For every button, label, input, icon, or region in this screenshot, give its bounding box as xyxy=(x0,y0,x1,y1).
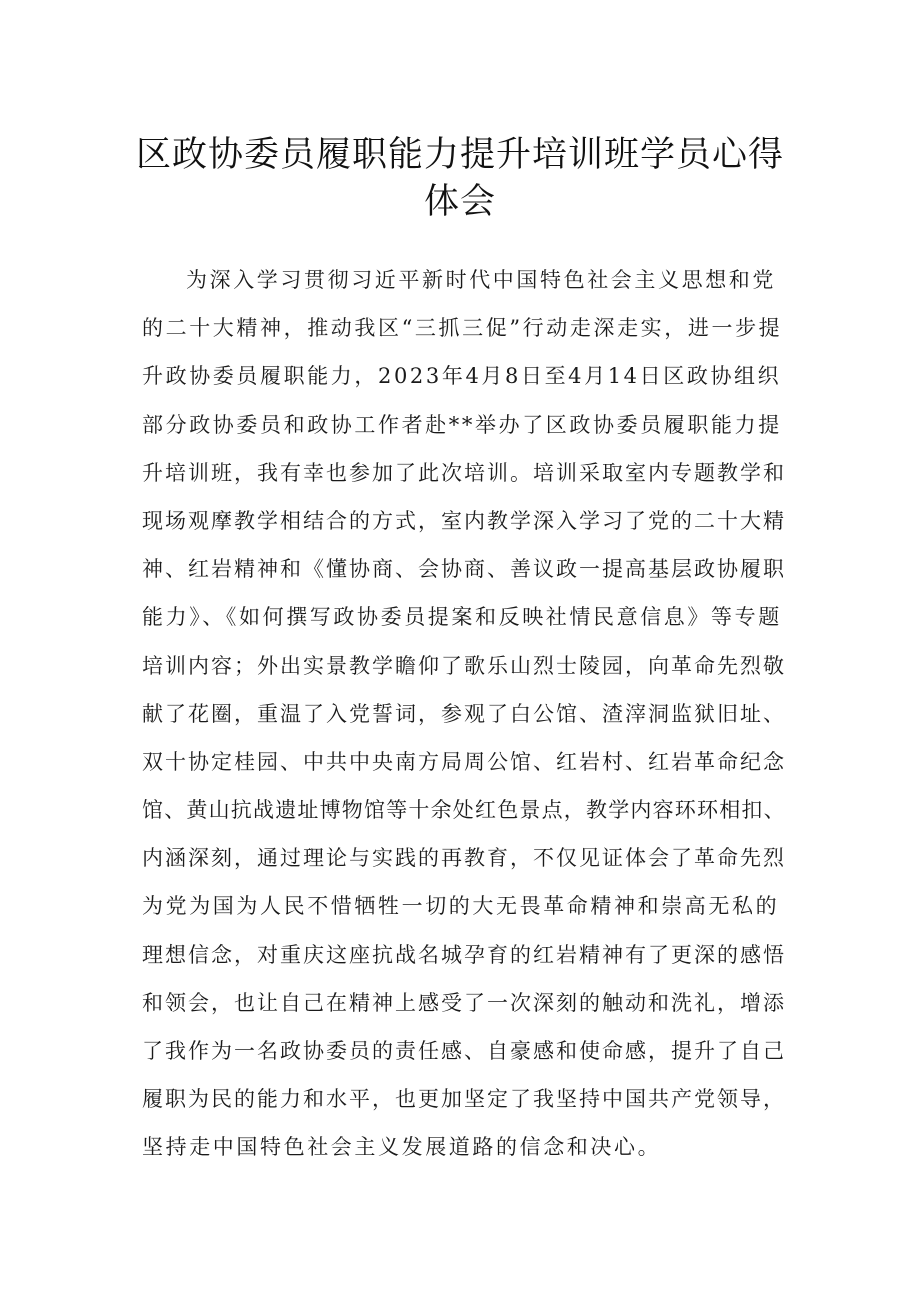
paragraph-line: 现场观摩教学相结合的方式，室内教学深入学习了党的二十大精 xyxy=(142,508,786,533)
paragraph-line: 双十协定桂园、中共中央南方局周公馆、红岩村、红岩革命纪念 xyxy=(142,749,786,774)
paragraph-line: 理想信念，对重庆这座抗战名城孕育的红岩精神有了更深的感悟 xyxy=(142,942,786,967)
paragraph-line: 升政协委员履职能力，2023年4月8日至4月14日区政协组织 xyxy=(142,364,782,389)
paragraph-line: 部分政协委员和政协工作者赴**举办了区政协委员履职能力提 xyxy=(142,412,782,437)
paragraph-line: 能力》、《如何撰写政协委员提案和反映社情民意信息》等专题 xyxy=(142,605,782,630)
paragraph-line: 和领会，也让自己在精神上感受了一次深刻的触动和洗礼，增添 xyxy=(142,990,786,1015)
paragraph-line: 的二十大精神，推动我区“三抓三促”行动走深走实，进一步提 xyxy=(142,316,783,341)
body-paragraph xyxy=(142,256,788,1172)
paragraph-line: 为深入学习贯彻习近平新时代中国特色社会主义思想和党 xyxy=(186,268,776,292)
paragraph-line: 升培训班，我有幸也参加了此次培训。培训采取室内专题教学和 xyxy=(142,460,786,485)
title-line: 体会 xyxy=(423,182,496,222)
document-title xyxy=(0,132,920,226)
paragraph-line: 馆、黄山抗战遗址博物馆等十余处红色景点，教学内容环环相扣、 xyxy=(142,798,786,823)
paragraph-line: 献了花圈，重温了入党誓词，参观了白公馆、渣滓洞监狱旧址、 xyxy=(142,701,786,726)
paragraph-line: 履职为民的能力和水平，也更加坚定了我坚持中国共产党领导， xyxy=(142,1087,786,1112)
paragraph-line: 神、红岩精神和《懂协商、会协商、善议政一提高基层政协履职 xyxy=(142,557,786,582)
paragraph-line: 了我作为一名政协委员的责任感、自豪感和使命感，提升了自己 xyxy=(142,1039,786,1063)
title-line: 区政协委员履职能力提升培训班学员心得 xyxy=(135,135,784,175)
paragraph-line: 内涵深刻，通过理论与实践的再教育，不仅见证体会了革命先烈 xyxy=(142,846,786,871)
paragraph-line: 坚持走中国特色社会主义发展道路的信念和决心。 xyxy=(142,1135,662,1160)
paragraph-line: 为党为国为人民不惜牺牲一切的大无畏革命精神和崇高无私的 xyxy=(142,894,780,919)
paragraph-line: 培训内容；外出实景教学瞻仰了歌乐山烈士陵园，向革命先烈敬 xyxy=(142,653,786,678)
